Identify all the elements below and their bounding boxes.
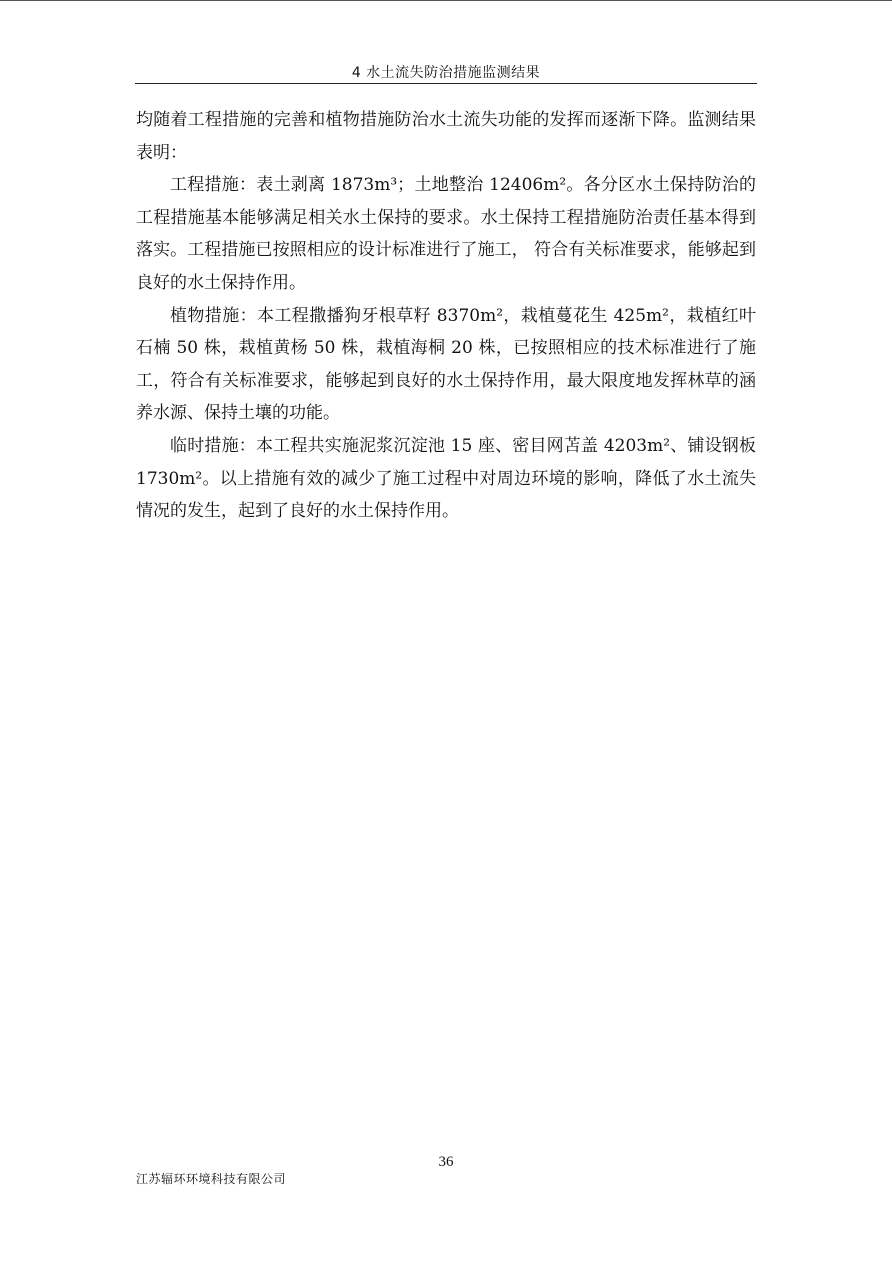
paragraph-engineering-measures: 工程措施：表土剥离 1873m³；土地整治 12406m²。各分区水土保持防治的工程措施基本能够满足相关水土保持的要求。水土保持工程措施防治责任基本得到落实。工程措施已按照相应的设计标准进行了施工， 符合有关标准要求，能够起到良好的水土保持作用。 xyxy=(136,175,756,293)
header-rule xyxy=(135,83,757,84)
paragraph-plant-measures: 植物措施：本工程撒播狗牙根草籽 8370m²，栽植蔓花生 425m²，栽植红叶石楠 50 株，栽植黄杨 50 株，栽植海桐 20 株，已按照相应的技术标准进行了施工，符合有关标准要求，能够起到良好的水土保持作用，最大限度地发挥林草的涵养水源、保持土壤的功能。 xyxy=(136,305,756,424)
page-number: 36 xyxy=(438,1154,454,1170)
page-top-border xyxy=(0,0,892,1)
paragraph-temporary-measures: 临时措施：本工程共实施泥浆沉淀池 15 座、密目网苫盖 4203m²、铺设钢板 1730m²。以上措施有效的减少了施工过程中对周边环境的影响，降低了水土流失情况的发生，起到了良好的水土保持作用。 xyxy=(136,435,756,522)
company-footer: 江苏辐环环境科技有限公司 xyxy=(136,1172,287,1186)
body-text xyxy=(136,104,756,528)
running-header: 4 水土流失防治措施监测结果 xyxy=(351,65,541,81)
paragraph-intro: 均随着工程措施的完善和植物措施防治水土流失功能的发挥而逐渐下降。监测结果表明： xyxy=(136,110,756,163)
